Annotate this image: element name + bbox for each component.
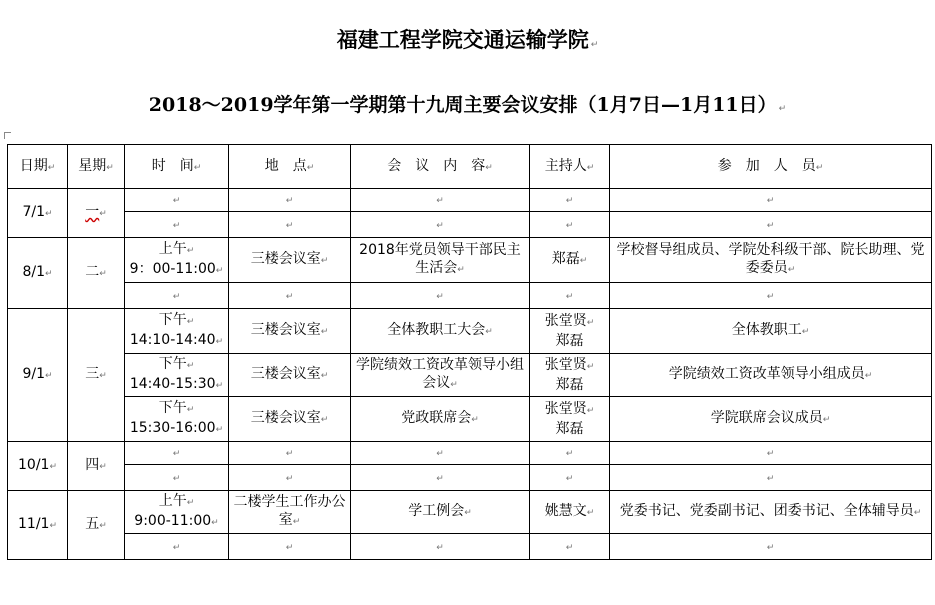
header-content: 会 议 内 容↵ [351, 145, 530, 189]
header-place: 地 点↵ [229, 145, 351, 189]
content-cell: ↵ [351, 212, 530, 238]
attendees-cell: ↵ [610, 283, 932, 309]
header-weekday: 星期↵ [68, 145, 125, 189]
host-cell: 张堂贤↵ 郑磊 [530, 309, 610, 354]
attendees-cell: 党委书记、党委副书记、团委书记、全体辅导员↵ [610, 491, 932, 534]
table-row [8, 354, 932, 397]
attendees-cell: 学校督导组成员、学院处科级干部、院长助理、党委委员↵ [610, 238, 932, 283]
content-cell: 学院绩效工资改革领导小组会议↵ [351, 354, 530, 397]
date-cell: 8/1↵ [8, 238, 68, 309]
host-cell: ↵ [530, 189, 610, 212]
host-cell: 张堂贤↵ 郑磊 [530, 354, 610, 397]
table-row [8, 534, 932, 560]
table-header-row [8, 145, 932, 189]
place-cell: ↵ [229, 189, 351, 212]
time-cell: 上午↵ 9：00-11:00↵ [125, 238, 229, 283]
meeting-schedule-table [7, 144, 932, 560]
table-row [8, 491, 932, 534]
time-cell: ↵ [125, 534, 229, 560]
attendees-cell: ↵ [610, 534, 932, 560]
content-cell: 学工例会↵ [351, 491, 530, 534]
place-cell: 三楼会议室↵ [229, 238, 351, 283]
attendees-cell: ↵ [610, 442, 932, 465]
place-cell: 二楼学生工作办公室↵ [229, 491, 351, 534]
header-host: 主持人↵ [530, 145, 610, 189]
time-cell: ↵ [125, 442, 229, 465]
attendees-cell: 学院绩效工资改革领导小组成员↵ [610, 354, 932, 397]
attendees-cell: ↵ [610, 465, 932, 491]
place-cell: 三楼会议室↵ [229, 354, 351, 397]
place-cell: ↵ [229, 212, 351, 238]
time-cell: ↵ [125, 283, 229, 309]
weekday-cell: 五↵ [68, 491, 125, 560]
time-cell: 下午↵ 15:30-16:00↵ [125, 397, 229, 442]
weekday-cell: 二↵ [68, 238, 125, 309]
time-cell: ↵ [125, 212, 229, 238]
host-cell: 郑磊↵ [530, 238, 610, 283]
table-row [8, 283, 932, 309]
attendees-cell: ↵ [610, 212, 932, 238]
content-cell: ↵ [351, 283, 530, 309]
host-cell: 张堂贤↵ 郑磊 [530, 397, 610, 442]
table-row [8, 212, 932, 238]
host-cell: ↵ [530, 465, 610, 491]
content-cell: 党政联席会↵ [351, 397, 530, 442]
host-cell: ↵ [530, 212, 610, 238]
weekday-cell: 一↵ [68, 189, 125, 238]
place-cell: 三楼会议室↵ [229, 309, 351, 354]
date-cell: 11/1↵ [8, 491, 68, 560]
attendees-cell: 全体教职工↵ [610, 309, 932, 354]
weekday-cell: 三↵ [68, 309, 125, 442]
place-cell: ↵ [229, 283, 351, 309]
paragraph-mark-icon: ↵ [778, 104, 787, 114]
time-cell: 下午↵ 14:10-14:40↵ [125, 309, 229, 354]
weekday-cell: 四↵ [68, 442, 125, 491]
time-cell: 上午↵ 9:00-11:00↵ [125, 491, 229, 534]
content-cell: 全体教职工大会↵ [351, 309, 530, 354]
paragraph-mark-icon: ↵ [590, 40, 599, 50]
host-cell: ↵ [530, 534, 610, 560]
host-cell: 姚慧文↵ [530, 491, 610, 534]
header-time: 时 间↵ [125, 145, 229, 189]
content-cell: ↵ [351, 534, 530, 560]
content-cell: ↵ [351, 442, 530, 465]
date-cell: 7/1↵ [8, 189, 68, 238]
time-cell: ↵ [125, 189, 229, 212]
host-cell: ↵ [530, 283, 610, 309]
place-cell: ↵ [229, 534, 351, 560]
place-cell: 三楼会议室↵ [229, 397, 351, 442]
table-row [8, 238, 932, 283]
content-cell: 2018年党员领导干部民主生活会↵ [351, 238, 530, 283]
date-cell: 9/1↵ [8, 309, 68, 442]
document-subtitle: 2018～2019学年第一学期第十九周主要会议安排（1月7日—1月11日） ↵ [148, 94, 787, 116]
table-row [8, 442, 932, 465]
content-cell: ↵ [351, 189, 530, 212]
header-attendees: 参 加 人 员↵ [610, 145, 932, 189]
content-cell: ↵ [351, 465, 530, 491]
header-date: 日期↵ [8, 145, 68, 189]
attendees-cell: 学院联席会议成员↵ [610, 397, 932, 442]
table-row [8, 309, 932, 354]
host-cell: ↵ [530, 442, 610, 465]
table-row [8, 397, 932, 442]
place-cell: ↵ [229, 442, 351, 465]
table-row [8, 465, 932, 491]
time-cell: ↵ [125, 465, 229, 491]
time-cell: 下午↵ 14:40-15:30↵ [125, 354, 229, 397]
attendees-cell: ↵ [610, 189, 932, 212]
place-cell: ↵ [229, 465, 351, 491]
institution-title: 福建工程学院交通运输学院 ↵ [336, 27, 599, 52]
date-cell: 10/1↵ [8, 442, 68, 491]
table-anchor-icon[interactable] [4, 132, 11, 139]
table-row [8, 189, 932, 212]
